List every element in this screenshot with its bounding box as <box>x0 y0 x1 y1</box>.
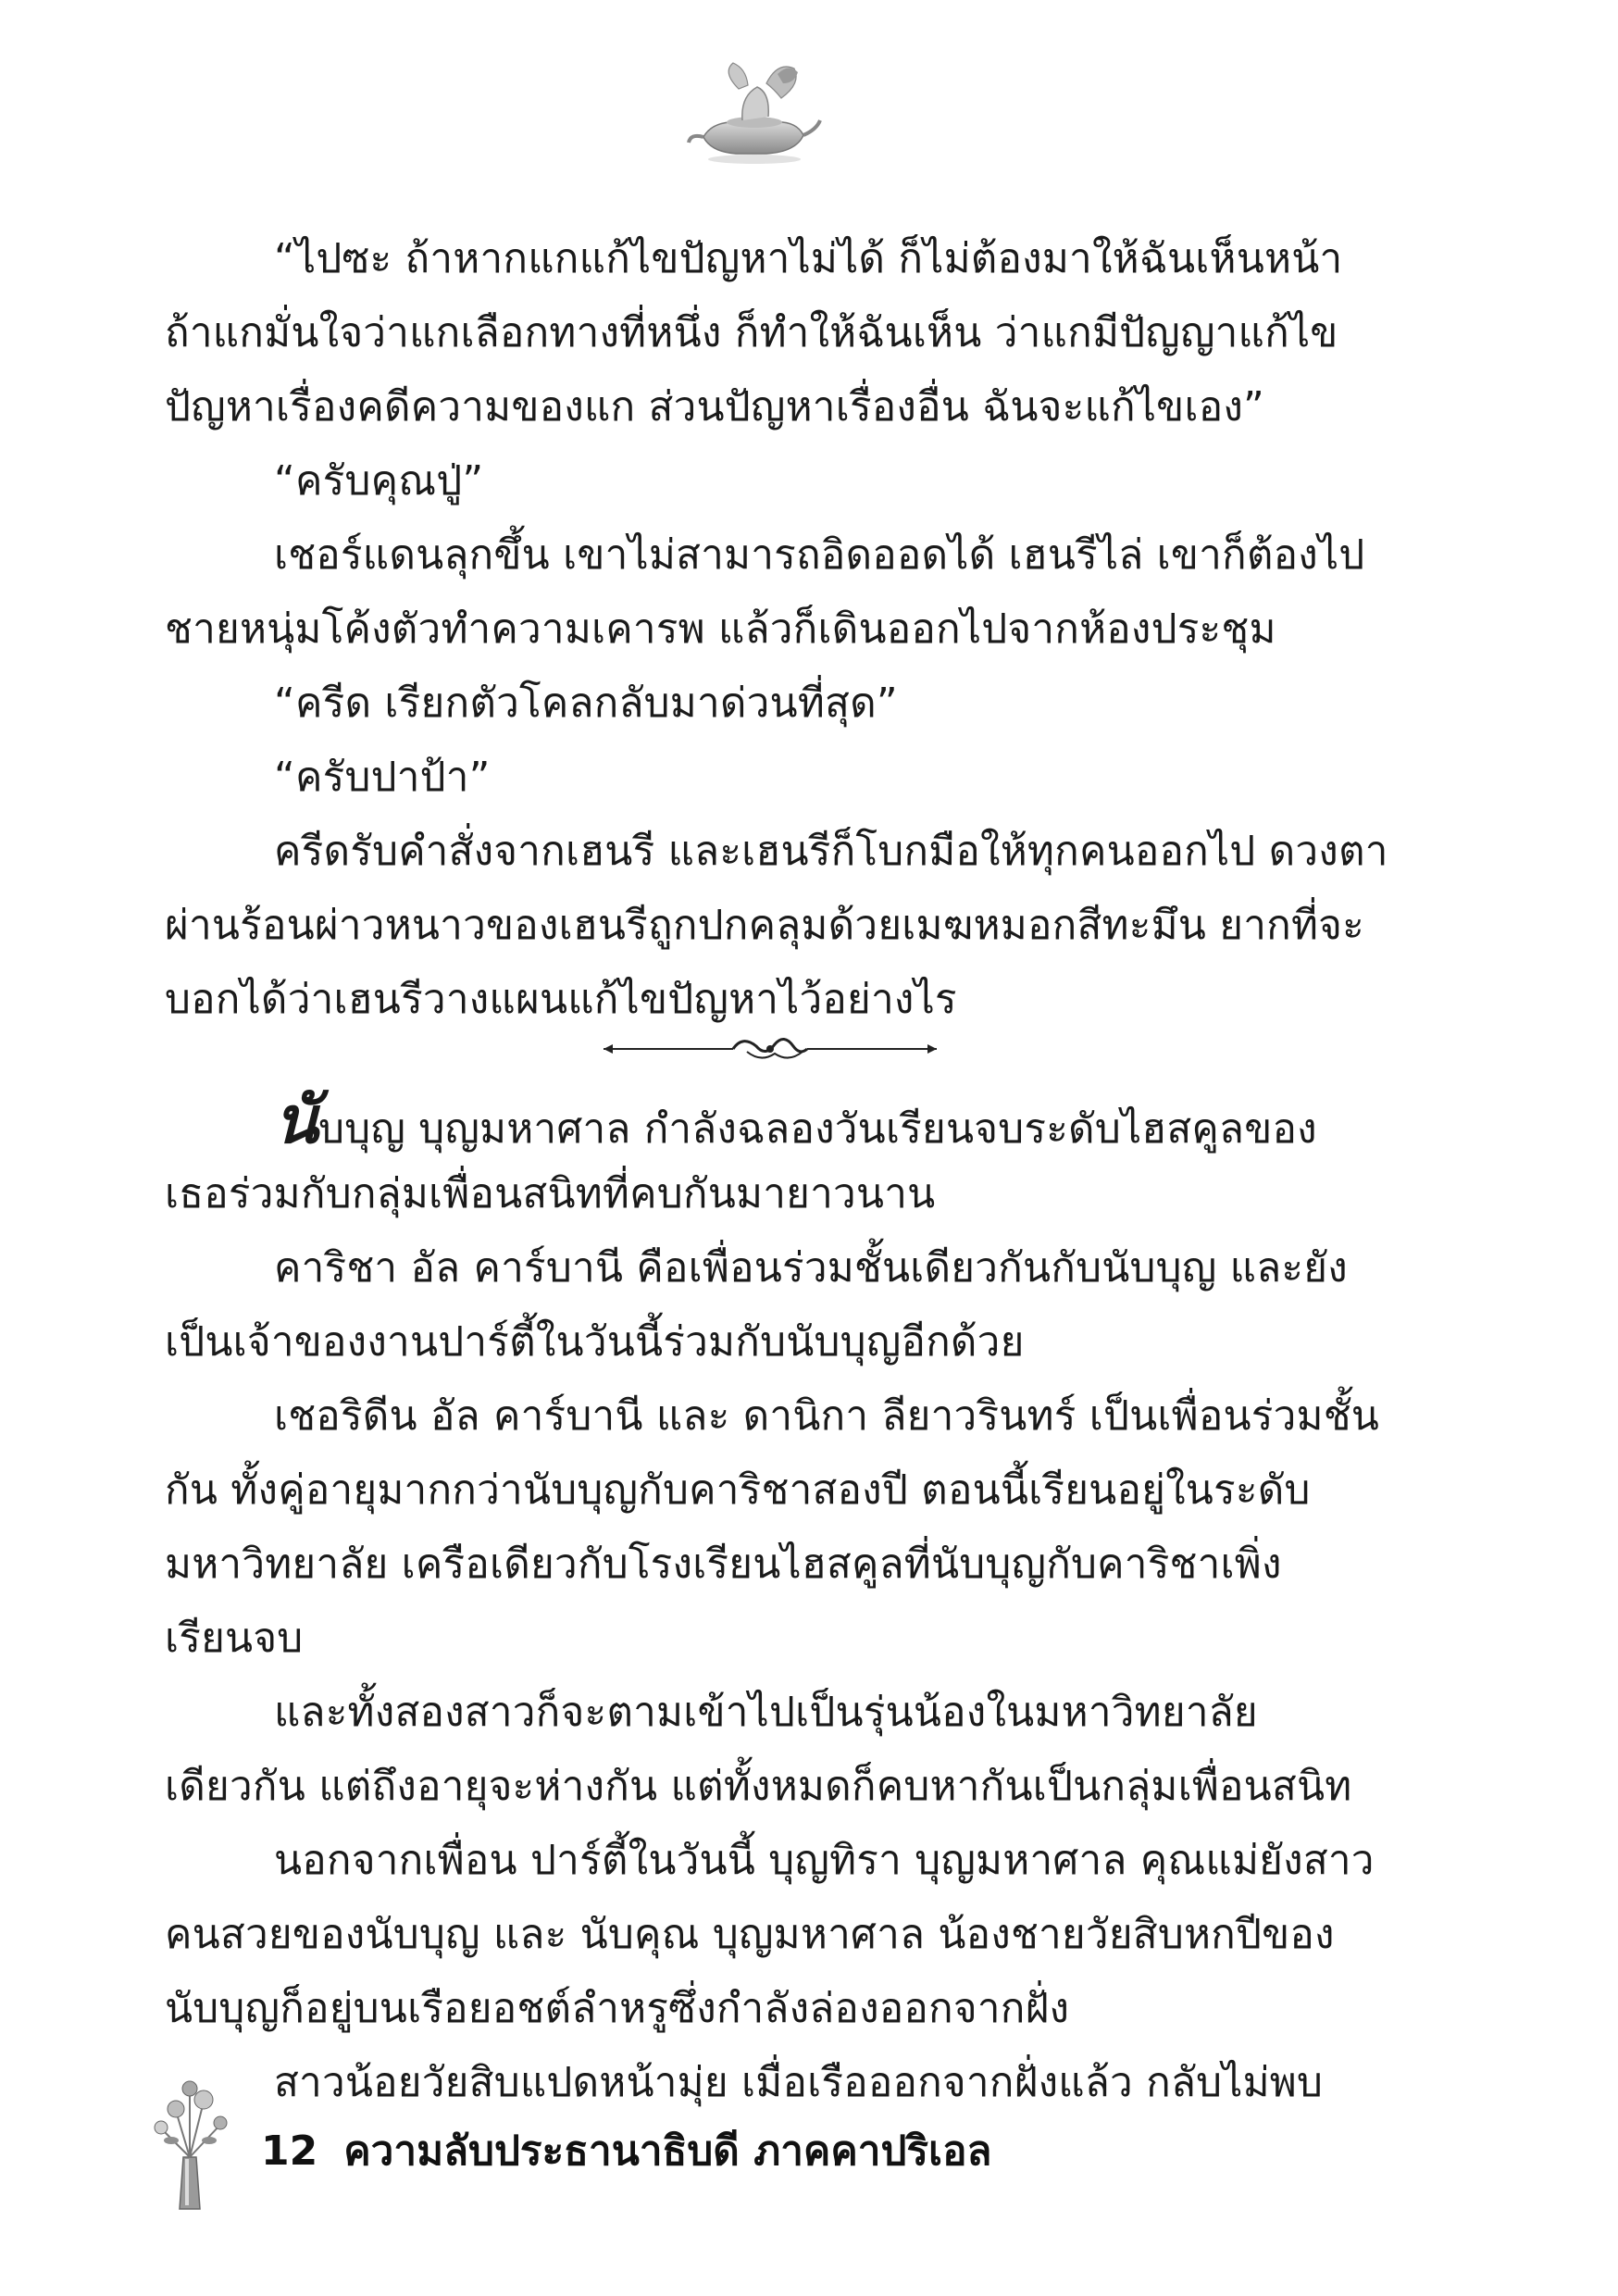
text-line: และทั้งสองสาวก็จะตามเข้าไปเป็นรุ่นน้องในมหาวิทยาลัย <box>274 1689 1258 1736</box>
text-line: บอกได้ว่าเฮนรีวางแผนแก้ไขปัญหาไว้อย่างไร <box>165 976 957 1023</box>
page-number: 12 <box>261 2128 318 2175</box>
text-line: “ครับปาป้า” <box>274 754 491 801</box>
text-line: คาริชา อัล คาร์บานี คือเพื่อนร่วมชั้นเดียวกันกับนับบุญ และยัง <box>274 1244 1348 1292</box>
text-line: ผ่านร้อนผ่าวหนาวของเฮนรีถูกปกคลุมด้วยเมฆหมอกสีทะมึน ยากที่จะ <box>165 902 1364 949</box>
text-line: ปัญหาเรื่องคดีความของแก ส่วนปัญหาเรื่องอื่น ฉันจะแก้ไขเอง” <box>165 383 1265 430</box>
text-line: เดียวกัน แต่ถึงอายุจะห่างกัน แต่ทั้งหมดก็คบหากันเป็นกลุ่มเพื่อนสนิท <box>165 1763 1352 1810</box>
book-title: ความลับประธานาธิบดี ภาคคาปริเอล <box>343 2128 992 2175</box>
text-line: สาวน้อยวัยสิบแปดหน้ามุ่ย เมื่อเรือออกจากฝั่งแล้ว กลับไม่พบ <box>274 2059 1324 2106</box>
text-line: เชอริดีน อัล คาร์บานี และ ดานิกา ลียาวรินทร์ เป็นเพื่อนร่วมชั้น <box>274 1392 1380 1440</box>
text-line-rest: บบุญ บุญมหาศาล กำลังฉลองวันเรียนจบระดับไฮสคูลของ <box>318 1105 1317 1153</box>
text-line: เธอร่วมกับกลุ่มเพื่อนสนิทที่คบกันมายาวนาน <box>165 1170 936 1217</box>
dropcap-letter: นั <box>274 1081 319 1158</box>
text-line-dropcap <box>274 1081 1317 1158</box>
text-line: เป็นเจ้าของงานปาร์ตี้ในวันนี้ร่วมกับนับบุญอีกด้วย <box>165 1318 1025 1366</box>
text-line: เชอร์แดนลุกขึ้น เขาไม่สามารถอิดออดได้ เฮนรีไล่ เขาก็ต้องไป <box>274 531 1365 579</box>
teapot-cupid-ornament-icon <box>685 56 824 167</box>
flourish-divider-icon <box>594 1026 946 1072</box>
text-line: มหาวิทยาลัย เครือเดียวกับโรงเรียนไฮสคูลที่นับบุญกับคาริชาเพิ่ง <box>165 1541 1282 1588</box>
text-line: “ไปซะ ถ้าหากแกแก้ไขปัญหาไม่ได้ ก็ไม่ต้องมาให้ฉันเห็นหน้า <box>274 235 1343 282</box>
page-footer <box>261 2124 991 2179</box>
text-line: ชายหนุ่มโค้งตัวทำความเคารพ แล้วก็เดินออกไปจากห้องประชุม <box>165 605 1276 653</box>
text-line: นอกจากเพื่อน ปาร์ตี้ในวันนี้ บุญทิรา บุญมหาศาล คุณแม่ยังสาว <box>274 1837 1375 1884</box>
text-line: เรียนจบ <box>165 1615 304 1662</box>
text-line: นับบุญก็อยู่บนเรือยอชต์ลำหรูซึ่งกำลังล่องออกจากฝั่ง <box>165 1985 1070 2032</box>
text-line: “ครับคุณปู่” <box>274 457 484 505</box>
text-line: ถ้าแกมั่นใจว่าแกเลือกทางที่หนึ่ง ก็ทำให้ฉันเห็น ว่าแกมีปัญญาแก้ไข <box>165 309 1338 356</box>
flower-vase-icon <box>148 2074 231 2213</box>
text-line: คนสวยของนับบุญ และ นับคุณ บุญมหาศาล น้องชายวัยสิบหกปีของ <box>165 1911 1335 1958</box>
text-line: “ครีด เรียกตัวโคลกลับมาด่วนที่สุด” <box>274 680 898 727</box>
text-line: ครีดรับคำสั่งจากเฮนรี และเฮนรีก็โบกมือให้ทุกคนออกไป ดวงตา <box>274 828 1388 875</box>
text-line: กัน ทั้งคู่อายุมากกว่านับบุญกับคาริชาสองปี ตอนนี้เรียนอยู่ในระดับ <box>165 1466 1311 1514</box>
